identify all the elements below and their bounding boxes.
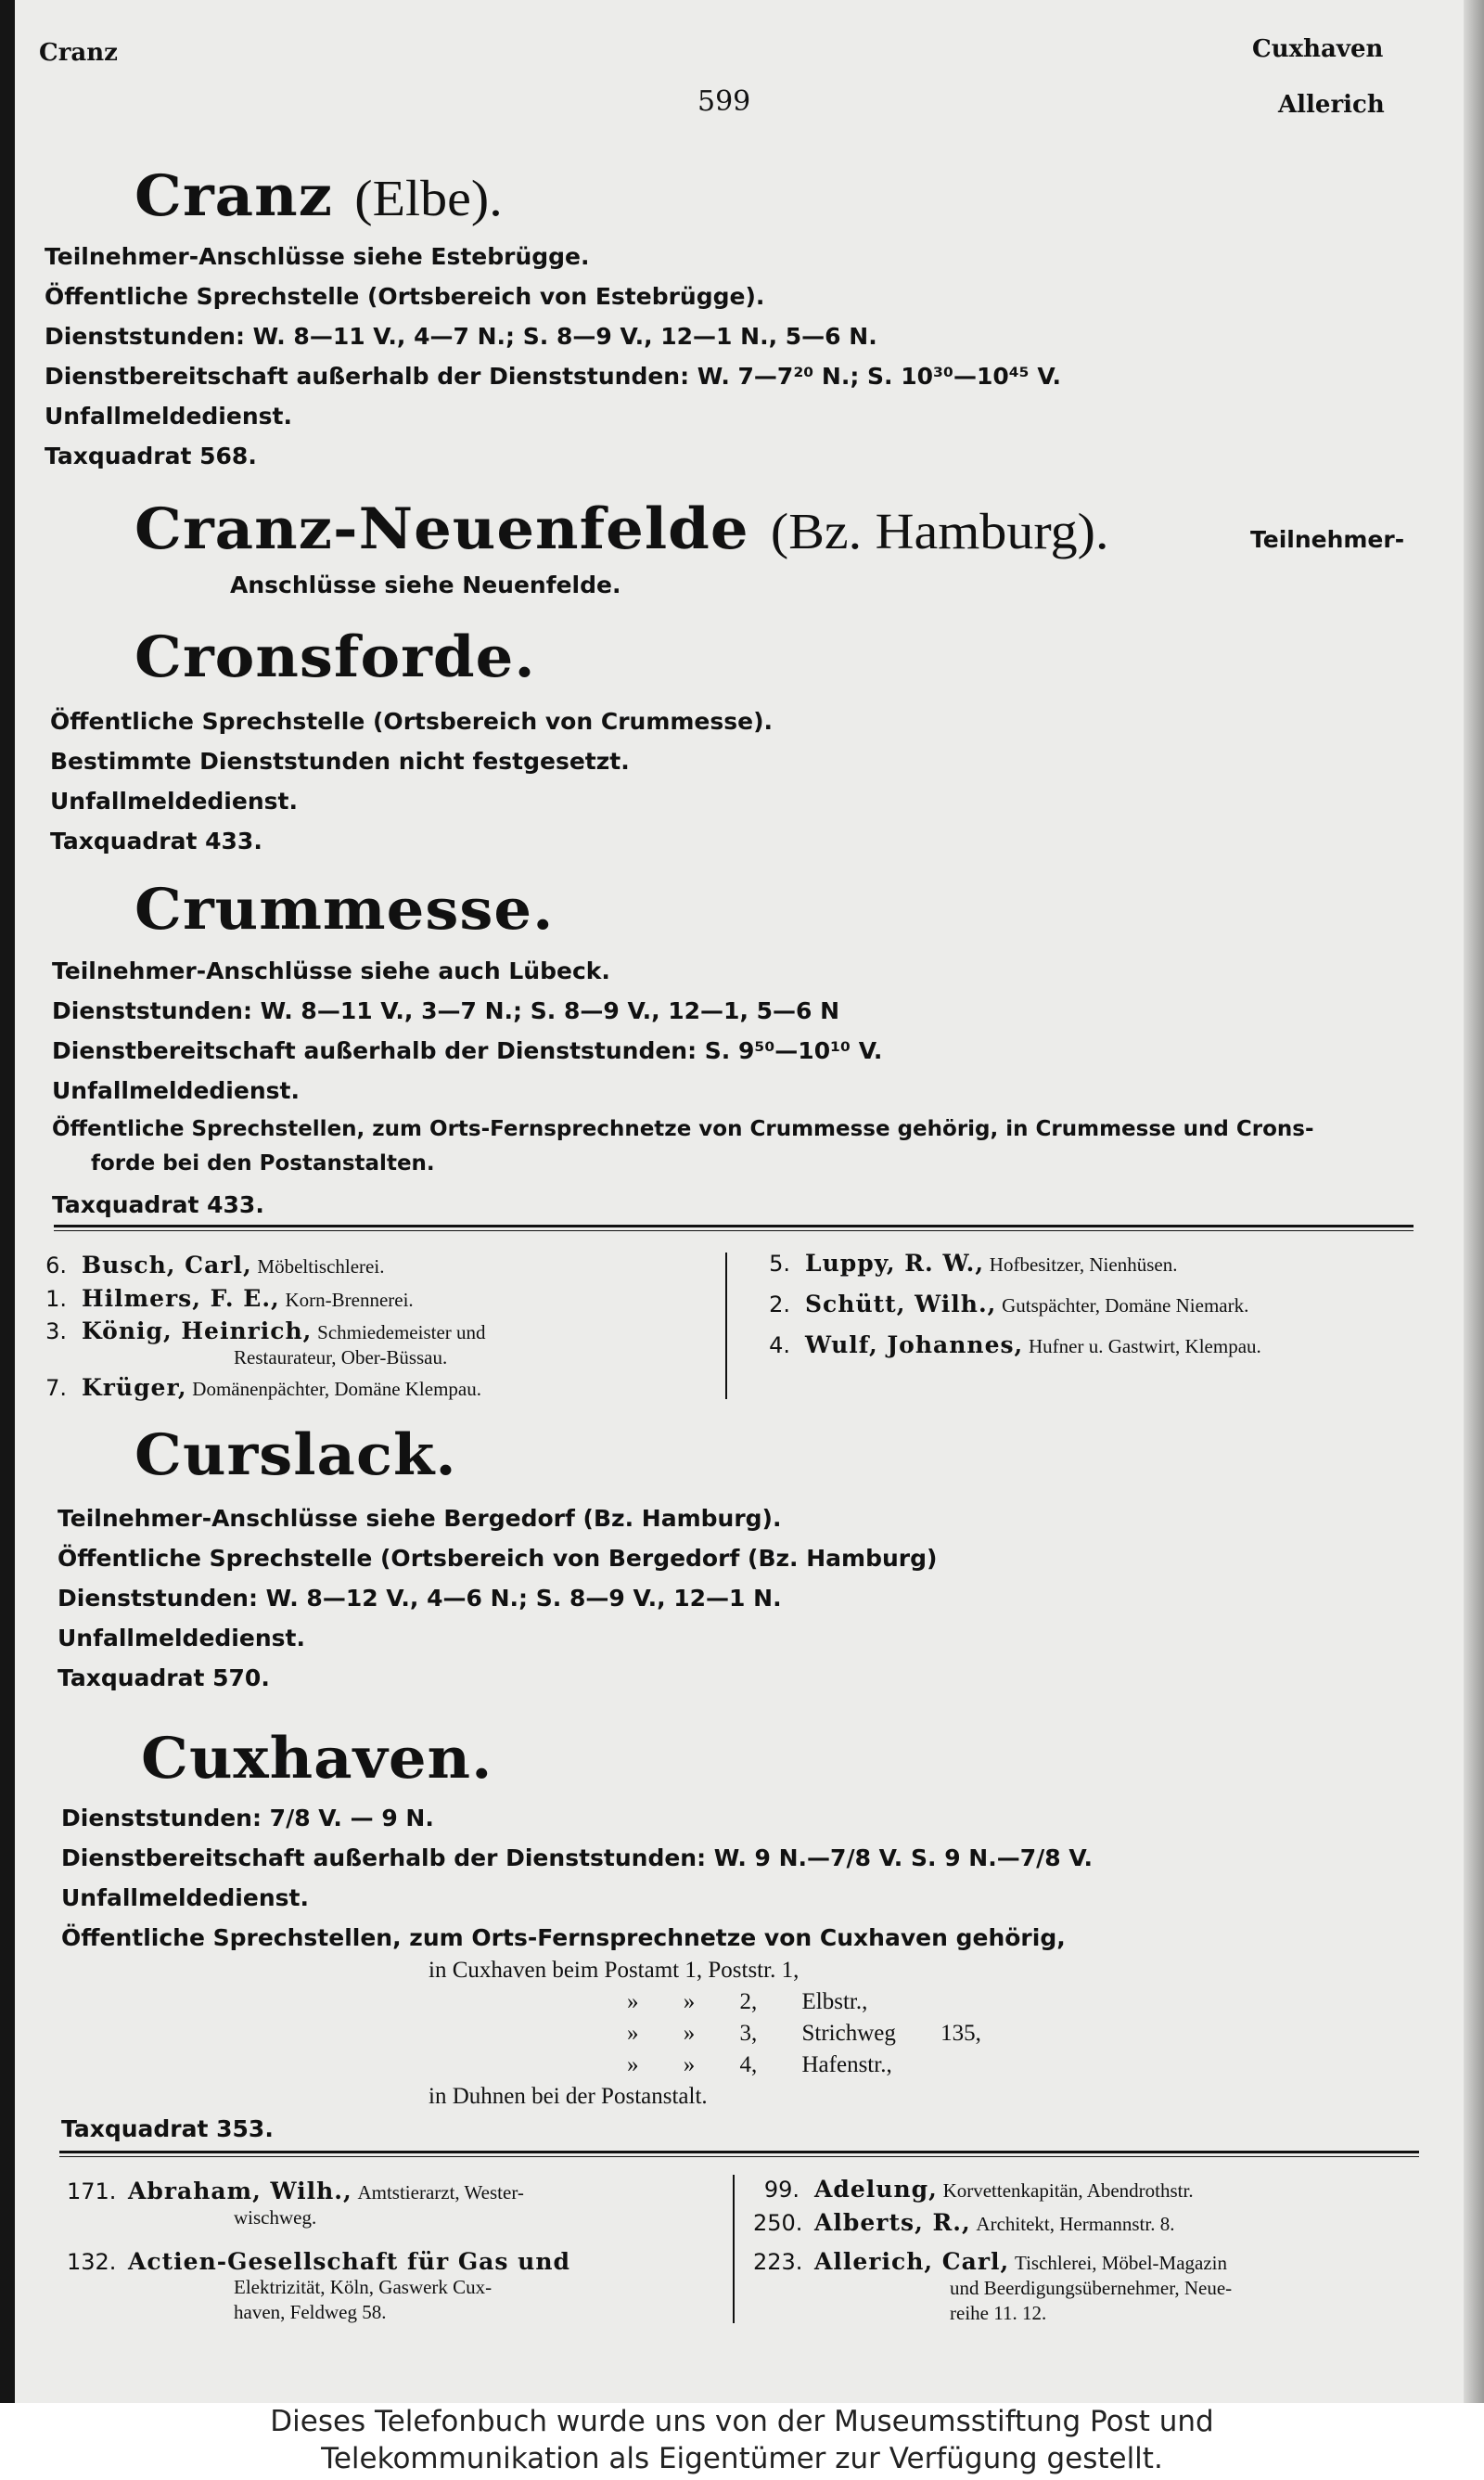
- list-item: 223. Allerich, Carl, Tischlerei, Möbel-Magazin und Beerdigungsübernehmer, Neue- reihe 11. 12.: [753, 2248, 1233, 2324]
- text-line: Taxquadrat 568.: [45, 443, 257, 469]
- text-line: Öffentliche Sprechstellen, zum Orts-Fernsprechnetze von Cuxhaven gehörig,: [61, 1924, 1066, 1951]
- text-line: Dienstbereitschaft außerhalb der Dienststunden: W. 9 N.—7/8 V. S. 9 N.—7/8 V.: [61, 1844, 1093, 1871]
- text-line: Unfallmeldedienst.: [50, 788, 298, 815]
- text-line: Öffentliche Sprechstelle (Ortsbereich von Estebrügge).: [45, 283, 765, 310]
- text-line: forde bei den Postanstalten.: [91, 1151, 435, 1176]
- text-line: Öffentliche Sprechstellen, zum Orts-Fernsprechnetze von Crummesse gehörig, in Crummesse und Crons-: [52, 1117, 1314, 1141]
- text-line: Dienstbereitschaft außerhalb der Dienststunden: W. 7—7²⁰ N.; S. 10³⁰—10⁴⁵ V.: [45, 363, 1061, 390]
- list-item: 7. Krüger, Domänenpächter, Domäne Klempau.: [45, 1374, 481, 1401]
- postal-line: in Duhnen bei der Postanstalt.: [429, 2084, 708, 2109]
- list-item: 132. Actien-Gesellschaft für Gas und Elektrizität, Köln, Gaswerk Cux- haven, Feldweg 58.: [67, 2248, 570, 2323]
- list-item: 99. Adelung, Korvettenkapitän, Abendrothstr.: [763, 2176, 1194, 2203]
- column-separator: [733, 2175, 735, 2323]
- list-item: 2. Schütt, Wilh., Gutspächter, Domäne Niemark.: [769, 1291, 1249, 1317]
- section-title-curslack: Curslack.: [134, 1422, 457, 1489]
- text-line: Dienststunden: W. 8—12 V., 4—6 N.; S. 8—9 V., 12—1 N.: [58, 1585, 782, 1612]
- text-line: Dienstbereitschaft außerhalb der Dienststunden: S. 9⁵⁰—10¹⁰ V.: [52, 1037, 883, 1064]
- book-spine: [0, 0, 15, 2403]
- title-main: Cranz: [134, 163, 333, 230]
- text-line: Teilnehmer-: [1250, 526, 1405, 553]
- text-line: Teilnehmer-Anschlüsse siehe auch Lübeck.: [52, 957, 610, 984]
- list-item: 6. Busch, Carl, Möbeltischlerei.: [45, 1252, 385, 1279]
- section-title-cuxhaven: Cuxhaven.: [141, 1726, 493, 1793]
- header-left: Cranz: [39, 39, 118, 67]
- text-line: Teilnehmer-Anschlüsse siehe Bergedorf (Bz. Hamburg).: [58, 1505, 782, 1532]
- title-suffix: (Bz. Hamburg).: [770, 502, 1109, 560]
- text-line: Öffentliche Sprechstelle (Ortsbereich von Crummesse).: [50, 708, 774, 735]
- section-title-cranz-neuenfelde: [134, 496, 1108, 562]
- text-line: Öffentliche Sprechstelle (Ortsbereich von Bergedorf (Bz. Hamburg): [58, 1545, 938, 1572]
- column-separator: [725, 1253, 727, 1399]
- title-main: Cranz-Neuenfelde: [134, 496, 749, 563]
- footer-line-2: Telekommunikation als Eigentümer zur Verfügung gestellt.: [321, 2442, 1163, 2475]
- text-line: Dienststunden: 7/8 V. — 9 N.: [61, 1805, 434, 1831]
- text-line: Taxquadrat 433.: [52, 1191, 264, 1218]
- text-line: Bestimmte Dienststunden nicht festgesetzt.: [50, 748, 630, 775]
- postal-line: » » 2, Elbstr.,: [627, 1989, 868, 2014]
- list-item: 171. Abraham, Wilh., Amtstierarzt, Wester- wischweg.: [67, 2178, 524, 2229]
- double-rule: [54, 1225, 1414, 1231]
- footer-line-1: Dieses Telefonbuch wurde uns von der Museumsstiftung Post und: [270, 2405, 1214, 2438]
- list-item: 1. Hilmers, F. E., Korn-Brennerei.: [45, 1285, 414, 1312]
- copyright-footer: [0, 2403, 1484, 2480]
- text-line: Teilnehmer-Anschlüsse siehe Estebrügge.: [45, 243, 590, 270]
- page-edge: [1464, 0, 1484, 2403]
- section-title-crummesse: Crummesse.: [134, 877, 555, 944]
- list-item: 3. König, Heinrich, Schmiedemeister und Restaurateur, Ober-Büssau.: [45, 1317, 486, 1368]
- text-line: Unfallmeldedienst.: [61, 1884, 309, 1911]
- postal-line: » » 4, Hafenstr.,: [627, 2052, 892, 2077]
- header-right-bottom: Allerich: [1278, 91, 1385, 119]
- text-line: Unfallmeldedienst.: [45, 403, 292, 430]
- text-line: Taxquadrat 570.: [58, 1664, 270, 1691]
- postal-line: » » 3, Strichweg 135,: [627, 2021, 981, 2046]
- text-line: Taxquadrat 433.: [50, 828, 262, 855]
- list-item: 5. Luppy, R. W., Hofbesitzer, Nienhüsen.: [769, 1250, 1178, 1277]
- postal-line: in Cuxhaven beim Postamt 1, Poststr. 1,: [429, 1958, 800, 1983]
- section-title-cronsforde: Cronsforde.: [134, 624, 536, 691]
- text-line: Anschlüsse siehe Neuenfelde.: [230, 572, 621, 598]
- double-rule: [59, 2151, 1419, 2157]
- list-item: 4. Wulf, Johannes, Hufner u. Gastwirt, Klempau.: [769, 1331, 1261, 1358]
- list-item: 250. Alberts, R., Architekt, Hermannstr. 8.: [753, 2209, 1175, 2236]
- title-suffix: (Elbe).: [354, 169, 503, 227]
- header-right-top: Cuxhaven: [1252, 35, 1384, 63]
- text-line: Dienststunden: W. 8—11 V., 4—7 N.; S. 8—9 V., 12—1 N., 5—6 N.: [45, 323, 877, 350]
- text-line: Unfallmeldedienst.: [58, 1625, 305, 1651]
- text-line: Taxquadrat 353.: [61, 2115, 274, 2142]
- section-title-cranz: [134, 163, 503, 229]
- text-line: Dienststunden: W. 8—11 V., 3—7 N.; S. 8—9 V., 12—1, 5—6 N: [52, 997, 840, 1024]
- text-line: Unfallmeldedienst.: [52, 1077, 300, 1104]
- page-number: 599: [697, 85, 751, 118]
